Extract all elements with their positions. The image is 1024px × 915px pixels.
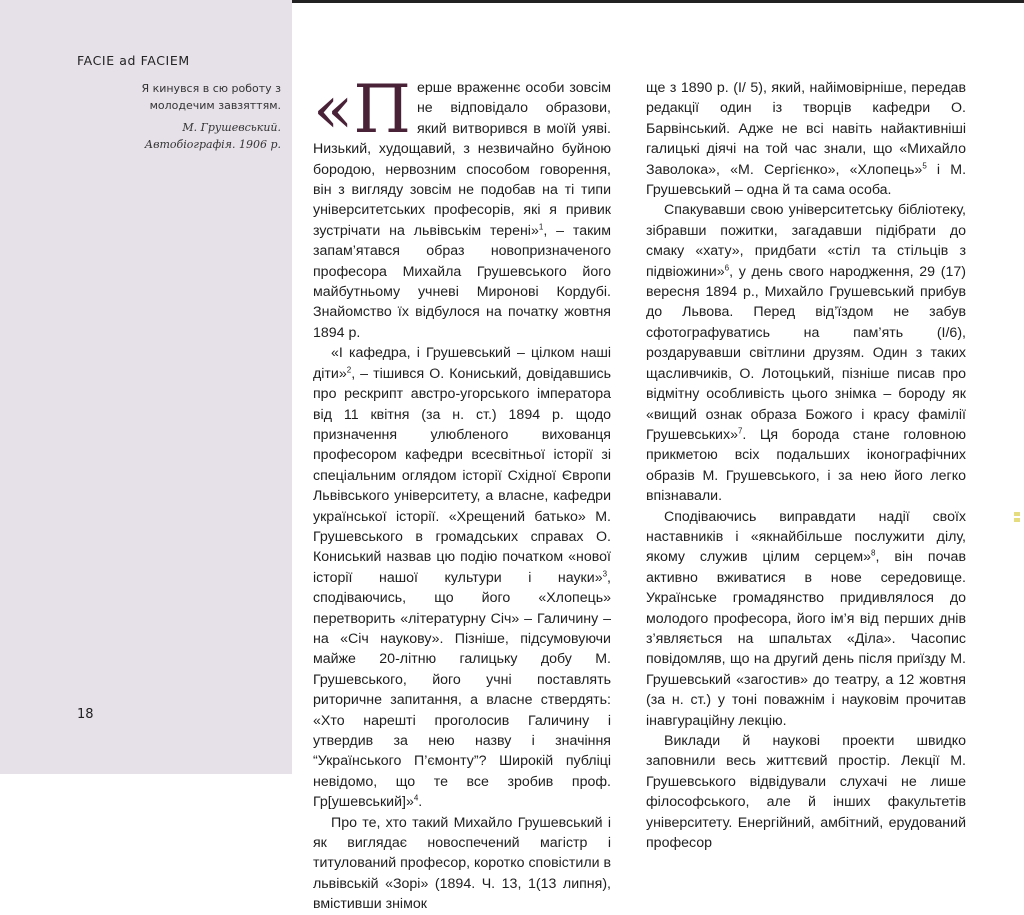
paragraph: «Перше враженнє особи зовсім не відповідало образови, який витворився в моїй уяві. Низький, худощавий, з незвичайно буйною бородою, нервозним способом говорення, він з вигляду зовсім не подобав на ті типи університетських професорів, які я привик зустрічати на львівськім терені»$^1$, – таким запам’ятався образ новопризначеного професора Михайла Грушевського його майбутньому учневі Миронові Кордубі. Знайомство їх відбулося на початку жовтня 1894 р.: [313, 71, 611, 341]
paragraph: Спакувавши свою університетську бібліотеку, зібравши пожитки, загадавши підібрати до смаку «хату», придбати «стіл та стільців з підвіожини»$^6$, у день свого народження, 29 (17) вересня 1894 р., Михайло Грушевський прибув до Львова. Перед від’їздом не забув сфотографуватись на пам’ять (І/6), роздарувавши світлини друзям. Один з таких щасливчиків, О. Лотоцький, пізніше писав про відмітну особливість цього знімка – бороду як «вищий ознак образа Божого і красу фамілії Грушевських»$^7$. Ця борода стане головною прикметою всіх подальших іконографічних образів М. Грушевського, і за нею його легко впізнавали.: [646, 202, 966, 505]
top-edge-rule: [292, 0, 1024, 3]
footnote-ref: 8: [871, 548, 876, 558]
page-number: 18: [77, 707, 94, 722]
page-edge-marker: [1014, 518, 1020, 522]
paragraph: ще з 1890 р. (І/ 5), який, найімовірніше, передав редакції один із творців кафедри О. Барвінський. Адже не всі навіть найактивніші галицькі діячі на той час знали, що «Михайло Заволока», «М. Сергієнко», «Хлопець»$^5$ і М. Грушевський – одна й та сама особа.: [646, 80, 967, 199]
footnote-ref: 6: [724, 262, 730, 272]
paragraph: Сподіваючись виправдати надії своїх наставників і «якнайбільше послужити ділу, якому служив цілим серцем»$^8$, він почав активно вживатися в нове середовище. Українське громадянство придивлялося до молодого професора, його ім’я від перших днів з’являється на шпальтах «Діла». Часопис повідомляв, що на другий день після приїзду М. Грушевський «загостив» до театру, а 12 жовтня (за н. ст.) у тоні поважнім і науковім прочитав інавгураційну лекцію.: [646, 508, 966, 729]
footnote-ref: 5: [922, 160, 927, 170]
epigraph-author: М. Грушевський.: [182, 121, 281, 134]
text-column-left: [313, 71, 612, 915]
running-head: FACIE ad FACIEM: [77, 53, 190, 68]
paragraph: «І кафедра, і Грушевський – цілком наші діти»$^2$, – тішився О. Кониський, довідавшись про рескрипт австро-угорського імператора від 11 квітня (за н. ст.) 1894 р. щодо призначення улюбленого вихованця професором кафедри всесвітньої історії зі спеціальним оглядом історії Східної Європи Львівського університету, а власне, кафедри української історії. «Хрещений батько» М. Грушевського в громадських справах О. Кониський назвав цю подію початком «нової історії нашої культури і науки»$^3$, сподіваючись, що його «Хлопець» перетворить «літературну Січ» – Галичину – на «Січ наукову». Пізніше, підсумовуючи майже 20-літню галицьку добу М. Грушевського, його учні поставлять риторичне запитання, а власне ствердять: «Хто нарешті проголосив Галичину і утвердив за нею назву і значіння “Українського П’ємонту”? Широкій публіці невідомо, що те все зробив проф. Гр[ушевський]»$^4$.: [313, 345, 611, 811]
epigraph-source: [100, 119, 281, 153]
epigraph-title: Автобіографія. 1906 р.: [144, 138, 281, 151]
footnote-ref: 2: [346, 364, 352, 374]
footnote-ref: 7: [737, 426, 743, 436]
paragraph: Про те, хто такий Михайло Грушевський і як виглядає новоспечений магістр і титулований професор, коротко сповістили в львівській «Зорі» (1894. Ч. 13, 1(13 липня), вмістивши знімок: [313, 814, 612, 913]
paragraph: Виклади й наукові проекти швидко заповнили весь життєвий простір. Лекції М. Грушевського відвідували слухачі не лише філософського, але й інших факультетів університету. Енергійний, амбітний, ерудований професор: [646, 733, 966, 852]
footnote-ref: 3: [602, 569, 608, 579]
epigraph-quote: Я кинувся в сю роботу з молодечим завзяттям.: [141, 82, 281, 112]
footnote-ref: 1: [538, 222, 544, 232]
page-edge-marker: [1014, 512, 1020, 516]
text-column-right: [646, 78, 966, 853]
drop-cap: «П: [313, 71, 411, 148]
epigraph: [100, 80, 281, 153]
footnote-ref: 4: [413, 793, 419, 803]
